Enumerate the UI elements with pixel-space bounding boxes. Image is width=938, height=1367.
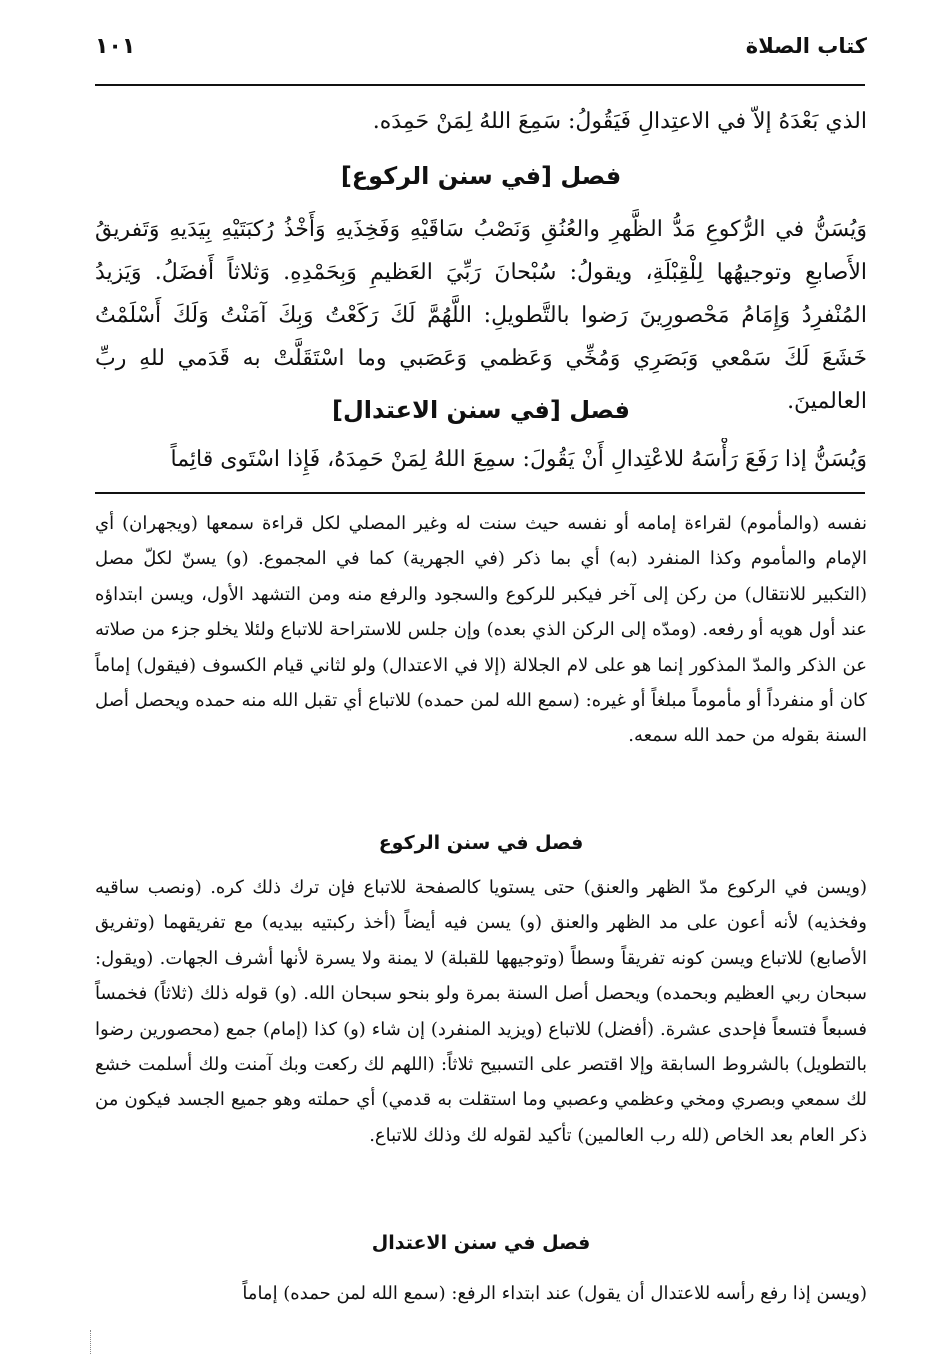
header-rule (95, 84, 865, 86)
commentary-block-2 (95, 870, 867, 1153)
commentary-block-1 (95, 506, 867, 754)
commentary-paragraph: (ويسن إذا رفع رأسه للاعتدال أن يقول) عند ابتداء الرفع: (سمع الله لمن حمده) إماماً (242, 1283, 867, 1304)
commentary-section-title-itidal: فصل في سنن الاعتدال (371, 1232, 591, 1254)
commentary-section-title-ruku: فصل في سنن الركوع (378, 832, 584, 854)
commentary-paragraph: (ويسن في الركوع مدّ الظهر والعنق) حتى يستويا كالصفحة للاتباع فإن ترك ذلك كره. (ونصب ساقيه وفخذيه) لأنه أعون على مد الظهر والعنق (و) يسن فيه أيضاً (أخذ ركبتيه بيديه) مع تفريقهما (وتفريق الأصابع) للاتباع ويسن كونه تفريقاً وسطاً (وتوجيهها للقبلة) لا يمنة ولا يسرة لأنها أشرف الجهات. (ويقول: سبحان ربي العظيم وبحمده) ويحصل أصل السنة بمرة ولو بنحو سبحان الله. (و) قوله ذلك (ثلاثاً) فخمساً فسبعاً فتسعاً فإحدى عشرة. (أفضل) للاتباع (ويزيد المنفرد) إن شاء (و) كذا (إمام) جمع (محصورين رضوا بالتطويل) بالشروط السابقة وإلا اقتصر على التسبيح ثلاثاً: (اللهم لك ركعت وبك آمنت ولك أسلمت خشع لك سمعي وبصري ومخي وعظمي وعصبي وما استقلت به قدمي) أي حملته وهو جميع الجسد فيكون من ذكر العام بعد الخاص (لله رب العالمين) تأكيد لقوله لك وذلك للاتباع. (95, 877, 867, 1146)
matn-paragraph: وَيُسَنُّ إذا رَفَعَ رَأْسَهُ للاعْتِدالِ أَنْ يَقُولَ: سمِعَ اللهُ لِمَنْ حَمِدَهُ، فَإِذا اسْتَوى قائِماً (170, 447, 867, 472)
matn-section-title-itidal: فصل [في سنن الاعتدال] (332, 396, 630, 424)
page-header (95, 34, 867, 72)
book-title: كتاب الصلاة (745, 34, 867, 58)
commentary-separator (95, 492, 865, 494)
matn-section-title-ruku: فصل [في سنن الركوع] (340, 162, 622, 190)
page-number: ١٠١ (95, 34, 136, 59)
matn-section-itidal (95, 438, 867, 481)
matn-section-ruku (95, 208, 867, 423)
matn-paragraph: وَيُسَنُّ في الرُّكوعِ مَدُّ الظَّهرِ والعُنُقِ وَنَصْبُ سَاقَيْهِ وَفَخِذَيهِ وَأَخْذُ رُكبَتَيْهِ بِيَدَيهِ وَتَفريقُ الأَصابعِ وتوجيهُها لِلْقِبْلَةِ، ويقولُ: سُبْحانَ رَبِّيَ العَظيمِ وَبِحَمْدِهِ. وَثلاثاً أَفضَلُ. وَيَزيدُ المُنْفرِدُ وَإِمَامُ مَحْصورِينَ رَضوا بالتَّطويلِ: اللَّهُمَّ لَكَ رَكَعْتُ وَبِكَ آمَنْتُ وَلَكَ أَسْلَمْتُ خَشَعَ لَكَ سَمْعي وَبَصَرِي وَمُخِّي وَعَظمي وَعَصَبي وما اسْتَقَلَّتْ به قَدَمي للهِ ربِّ العالمينَ. (95, 217, 867, 414)
matn-intro-line: الذي بَعْدَهُ إلاّ في الاعتِدالِ فَيَقُولُ: سَمِعَ اللهُ لِمَنْ حَمِدَه. (372, 109, 867, 134)
margin-mark (90, 1330, 93, 1354)
matn-intro (95, 100, 867, 143)
commentary-paragraph: نفسه (والمأموم) لقراءة إمامه أو نفسه حيث سنت له وغير المصلي لكل قراءة سمعها (ويجهران) أي الإمام والمأموم وكذا المنفرد (به) أي بما ذكر (في الجهرية) كما في المجموع. (و) يسنّ لكلّ مصل (التكبير للانتقال) من ركن إلى آخر فيكبر للركوع والسجود والرفع منه ومن التشهد الأول، ويسن ابتداؤه عند أول هويه أو رفعه. (ومدّه إلى الركن الذي بعده) وإن جلس للاستراحة للاتباع ولئلا يخلو جزء من صلاته عن الذكر والمدّ المذكور إنما هو على لام الجلالة (إلا في الاعتدال) ولو لثاني قيام الكسوف (فيقول) إماماً كان أو منفرداً أو مأموماً مبلغاً أو غيره: (سمع الله لمن حمده) للاتباع أي تقبل الله منه حمده ويحصل أصل السنة بقوله من حمد الله سمعه. (95, 513, 868, 747)
commentary-block-3 (95, 1276, 867, 1311)
